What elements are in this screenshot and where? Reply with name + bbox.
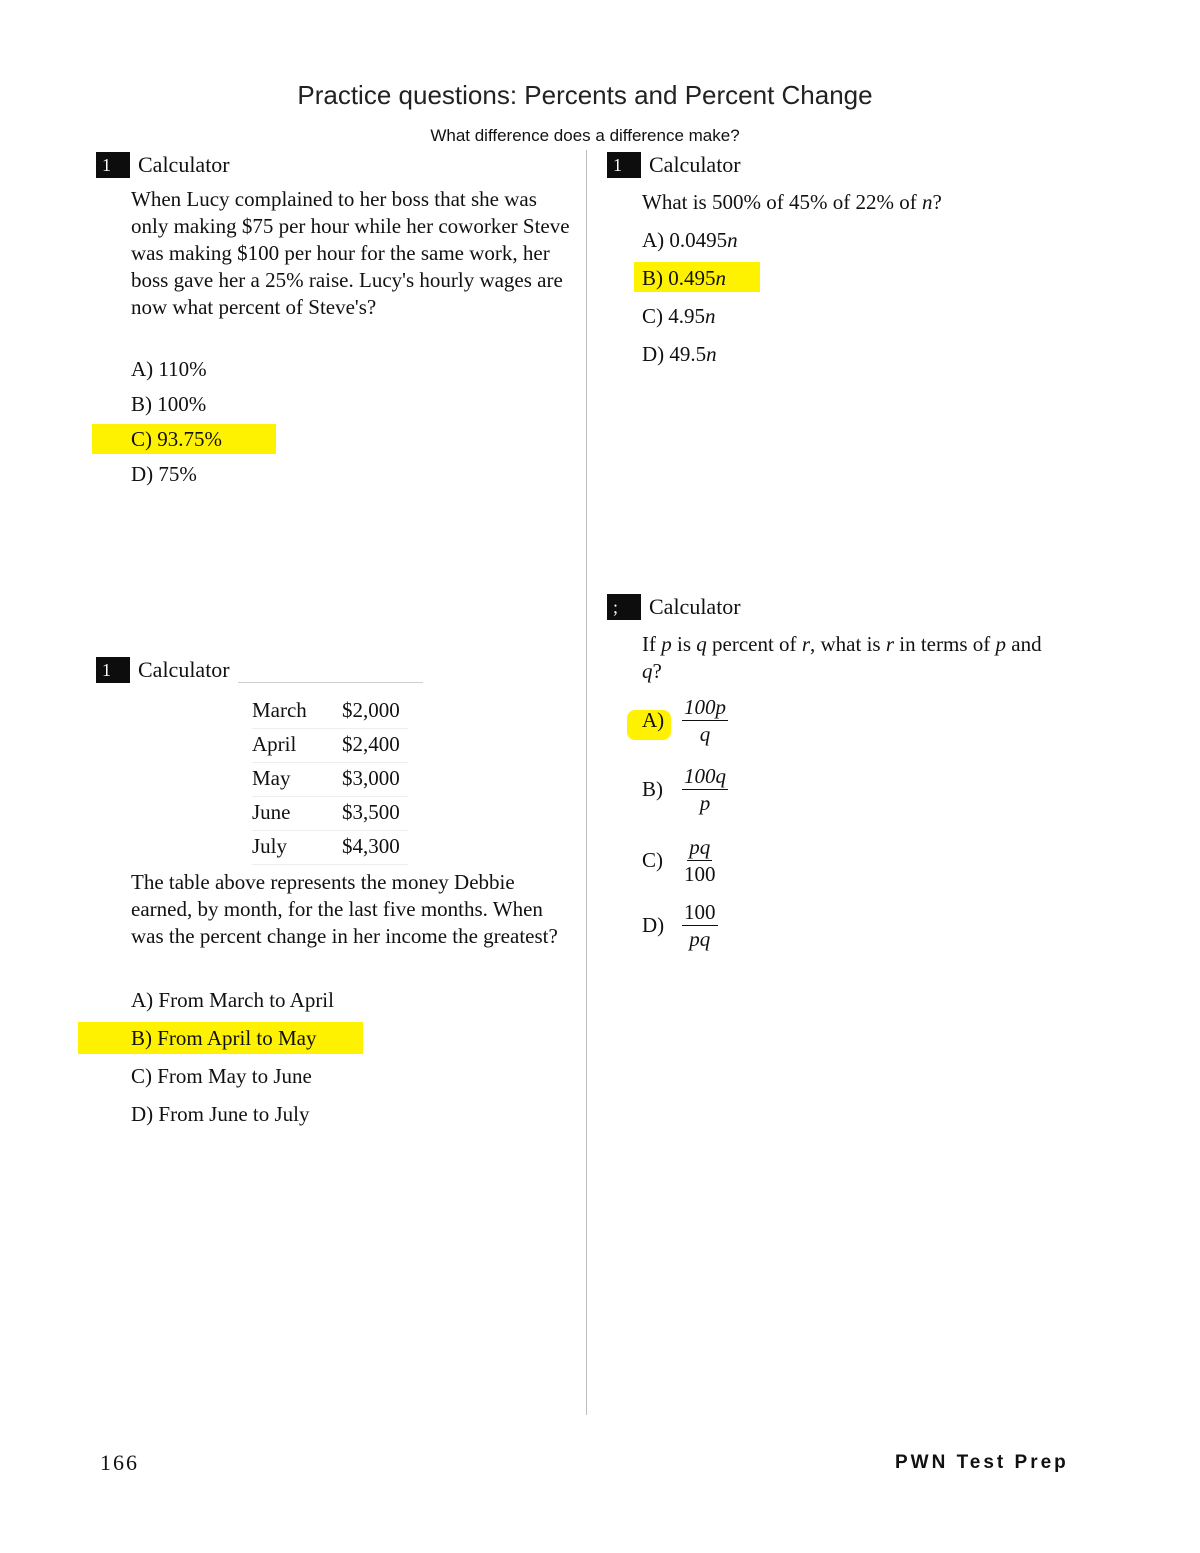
q3-header [607, 151, 741, 179]
table-row [252, 797, 408, 831]
fraction-denominator: 100 [684, 862, 716, 886]
fraction [682, 834, 718, 887]
table-row [252, 763, 408, 797]
table-cell-month: May [252, 763, 342, 797]
q2-choice-a[interactable]: A) From March to April [131, 988, 334, 1012]
q4-choice-b[interactable] [642, 763, 728, 816]
fraction-denominator: pq [689, 927, 711, 951]
q1-number-badge: 1 [96, 152, 130, 178]
column-divider [586, 150, 587, 1415]
q4-choice-a[interactable] [642, 694, 728, 747]
q4-text-var: q [696, 632, 707, 656]
q1-choice-a[interactable]: A) 110% [131, 357, 207, 381]
q3-choice-value: 4.95 [668, 304, 705, 328]
table-cell-amount: $3,000 [342, 763, 408, 797]
q3-choice-letter: B) [642, 266, 669, 290]
q3-choice-letter: A) [642, 228, 670, 252]
q4-choice-c[interactable] [642, 834, 718, 887]
table-cell-amount: $3,500 [342, 797, 408, 831]
q3-choice-var: n [705, 304, 716, 328]
table-row [252, 831, 408, 865]
q4-text-part: percent of [706, 632, 802, 656]
q4-text-part: in terms of [894, 632, 996, 656]
q3-text-part: ? [932, 190, 942, 214]
q3-text-var: n [921, 190, 933, 214]
table-cell-month: April [252, 729, 342, 763]
q3-choice-letter: C) [642, 304, 669, 328]
q3-calculator-label: Calculator [649, 152, 741, 177]
q3-choice-var: n [706, 342, 717, 366]
q4-header [607, 593, 741, 621]
q3-choice-value: 0.495 [668, 266, 716, 290]
q4-text-var: r [885, 632, 895, 656]
table-row [252, 729, 408, 763]
q4-choice-letter: A) [642, 708, 665, 732]
q2-calculator-label: Calculator [138, 657, 230, 682]
q1-question-text: When Lucy complained to her boss that she was only making $75 per hour while her coworker Steve was making $100 per hour for the same work, her boss gave her a 25% raise. Lucy's hourly wages are now what percent of Steve's? [131, 187, 570, 319]
page-number: 166 [100, 1450, 139, 1475]
q1-choice-c[interactable]: C) 93.75% [131, 427, 222, 451]
q2-number-badge: 1 [96, 657, 130, 683]
fraction-numerator: 100q [684, 764, 726, 788]
q4-text-var: p [661, 632, 672, 656]
q2-header [96, 656, 230, 684]
fraction-denominator: p [699, 791, 711, 815]
q3-choice-value: 49.5 [669, 342, 707, 366]
fraction-numerator: pq [689, 835, 711, 859]
q4-text-part: and [1006, 632, 1042, 656]
q4-choice-letter: B) [642, 777, 663, 801]
q3-choice-d[interactable] [642, 341, 717, 367]
q2-choice-d[interactable]: D) From June to July [131, 1102, 310, 1126]
q3-text-part: What is 500% of 45% of 22% of [642, 190, 922, 214]
table-row [252, 695, 408, 729]
q4-text-part: ? [652, 659, 662, 683]
page-title: Practice questions: Percents and Percent Change [297, 80, 873, 110]
table-cell-amount: $2,400 [342, 729, 408, 763]
table-cell-amount: $4,300 [342, 831, 408, 865]
q1-header [96, 151, 230, 179]
q3-choice-a[interactable] [642, 227, 738, 253]
q2-question-text: The table above represents the money Debbie earned, by month, for the last five months. When was the percent change in her income the greatest? [131, 870, 558, 948]
q4-text-part: If [642, 632, 662, 656]
q4-choice-d[interactable] [642, 899, 718, 952]
q4-number-badge: ; [607, 594, 641, 620]
fraction [682, 694, 728, 747]
table-cell-month: July [252, 831, 342, 865]
q2-choice-c[interactable]: C) From May to June [131, 1064, 312, 1088]
table-cell-month: June [252, 797, 342, 831]
q3-choice-b[interactable] [642, 265, 726, 291]
q4-calculator-label: Calculator [649, 594, 741, 619]
fraction-numerator: 100 [684, 900, 716, 924]
q4-choice-letter: C) [642, 848, 663, 872]
q3-question-text [642, 189, 1062, 216]
brand-footer: PWN Test Prep [895, 1452, 1069, 1473]
q3-choice-c[interactable] [642, 303, 716, 329]
fraction [682, 899, 718, 952]
q1-calculator-label: Calculator [138, 152, 230, 177]
q3-choice-var: n [715, 266, 726, 290]
fraction-denominator: q [699, 722, 711, 746]
q2-choice-b[interactable]: B) From April to May [131, 1026, 317, 1050]
q4-text-var: r [801, 632, 810, 656]
q3-choice-value: 0.0495 [669, 228, 728, 252]
q4-choice-letter: D) [642, 913, 665, 937]
q4-text-var: q [642, 659, 653, 683]
q4-text-part: is [671, 632, 697, 656]
q1-choice-d[interactable]: D) 75% [131, 462, 197, 486]
q4-text-part: , what is [810, 632, 886, 656]
fraction-numerator: 100p [684, 695, 726, 719]
q3-choice-letter: D) [642, 342, 670, 366]
q4-text-var: p [995, 632, 1006, 656]
income-table [252, 695, 408, 865]
page-subtitle: What difference does a difference make? [430, 126, 740, 145]
fraction [682, 763, 728, 816]
q3-number-badge: 1 [607, 152, 641, 178]
q1-choice-b[interactable]: B) 100% [131, 392, 207, 416]
q3-choice-var: n [727, 228, 738, 252]
q4-question-text [642, 631, 1057, 685]
table-cell-month: March [252, 695, 342, 729]
table-cell-amount: $2,000 [342, 695, 408, 729]
q2-header-rule [238, 682, 423, 683]
